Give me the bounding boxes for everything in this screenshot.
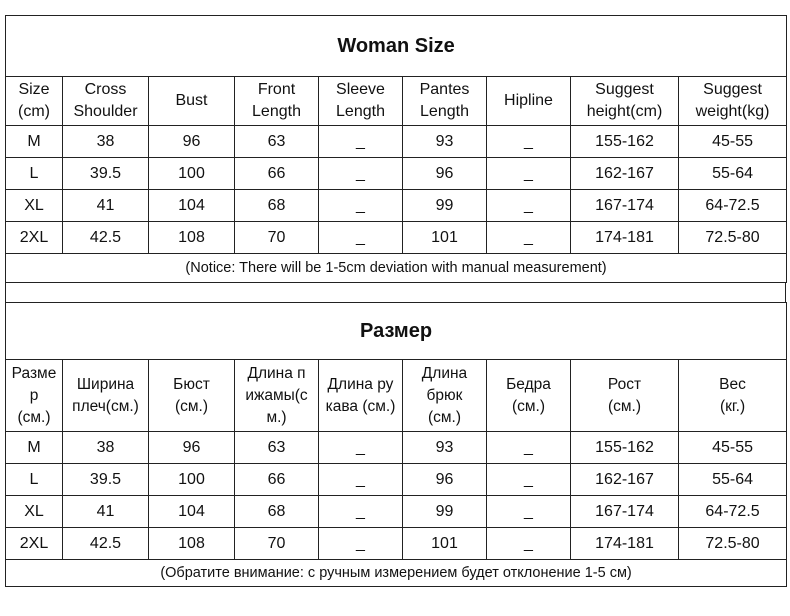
column-header-line: Suggest	[703, 81, 762, 98]
table-cell: 38	[63, 432, 149, 464]
table-cell: 162-167	[571, 158, 679, 190]
column-header	[403, 360, 487, 432]
column-header-line: (cm)	[18, 103, 50, 120]
table-cell: 63	[235, 432, 319, 464]
column-header-line: Вес	[719, 375, 746, 393]
table-cell: 55-64	[679, 464, 787, 496]
table-title: Размер	[6, 303, 787, 360]
column-header	[6, 77, 63, 126]
table-cell: 104	[149, 496, 235, 528]
table-cell: 66	[235, 464, 319, 496]
table-cell: _	[319, 496, 403, 528]
table-cell: 39.5	[63, 464, 149, 496]
column-header-line: р	[29, 386, 39, 404]
table-cell: 93	[403, 432, 487, 464]
table-row	[6, 432, 787, 464]
table-cell: 41	[63, 190, 149, 222]
table-cell: 108	[149, 222, 235, 254]
column-header	[571, 360, 679, 432]
column-header-line: ижамы(с	[245, 386, 308, 404]
table-cell: _	[319, 158, 403, 190]
table-cell: M	[6, 126, 63, 158]
column-header-line: Length	[420, 103, 469, 120]
column-header-line: Cross	[84, 81, 127, 98]
table-cell: _	[319, 190, 403, 222]
table-cell: 93	[403, 126, 487, 158]
column-header-line: (см.)	[511, 397, 546, 415]
table-cell: 72.5-80	[679, 528, 787, 560]
column-header-line: Suggest	[595, 81, 654, 98]
column-header-line: Длина	[421, 364, 468, 382]
table-cell: _	[319, 222, 403, 254]
table-cell: 72.5-80	[679, 222, 787, 254]
column-header	[63, 77, 149, 126]
table-row	[6, 528, 787, 560]
table-cell: 104	[149, 190, 235, 222]
column-header-line: брюк	[426, 386, 463, 404]
measurement-notice: (Notice: There will be 1-5cm deviation with manual measurement)	[6, 254, 787, 283]
table-cell: 42.5	[63, 528, 149, 560]
column-header-line: Ширина	[76, 375, 135, 393]
column-header	[149, 360, 235, 432]
column-header-line: плеч(см.)	[72, 397, 139, 415]
table-cell: 162-167	[571, 464, 679, 496]
table-cell: XL	[6, 496, 63, 528]
table-row	[6, 190, 787, 222]
table-cell: 41	[63, 496, 149, 528]
table-cell: _	[487, 432, 571, 464]
table-cell: _	[487, 528, 571, 560]
column-header-line: Length	[336, 103, 385, 120]
table-cell: _	[319, 432, 403, 464]
table-cell: 45-55	[679, 126, 787, 158]
table-cell: 96	[403, 464, 487, 496]
column-header-line: height(cm)	[586, 103, 663, 120]
table-cell: 100	[149, 464, 235, 496]
table-row	[6, 222, 787, 254]
table-cell: 174-181	[571, 222, 679, 254]
table-cell: _	[487, 222, 571, 254]
table-cell: 68	[235, 190, 319, 222]
table-cell: 101	[403, 222, 487, 254]
table-cell: 155-162	[571, 126, 679, 158]
table-row	[6, 126, 787, 158]
column-header-line: кава (см.)	[325, 397, 396, 415]
table-cell: 70	[235, 222, 319, 254]
table-cell: 167-174	[571, 496, 679, 528]
column-header-line: (кг.)	[719, 397, 746, 415]
column-header-line: Бюст	[173, 375, 210, 393]
column-header-line: Bust	[175, 92, 208, 109]
column-header-line: (см.)	[607, 397, 642, 415]
table-cell: 38	[63, 126, 149, 158]
column-header-line: Shoulder	[73, 103, 138, 120]
column-header	[6, 360, 63, 432]
table-cell: 2XL	[6, 528, 63, 560]
table-cell: 167-174	[571, 190, 679, 222]
table-cell: 101	[403, 528, 487, 560]
column-header	[487, 77, 571, 126]
table-cell: 42.5	[63, 222, 149, 254]
table-cell: _	[487, 158, 571, 190]
column-header-line: (см.)	[174, 397, 209, 415]
table-cell: 99	[403, 496, 487, 528]
table-cell: XL	[6, 190, 63, 222]
table-cell: 70	[235, 528, 319, 560]
table-title: Woman Size	[6, 16, 787, 77]
table-cell: 39.5	[63, 158, 149, 190]
column-header	[403, 77, 487, 126]
column-header	[487, 360, 571, 432]
table-row	[6, 158, 787, 190]
column-header-line: (см.)	[17, 408, 51, 426]
column-header	[235, 360, 319, 432]
column-header-line: Длина ру	[327, 375, 394, 393]
column-header-line: (см.)	[427, 408, 462, 426]
table-cell: 99	[403, 190, 487, 222]
size-table-english	[5, 15, 787, 283]
table-cell: L	[6, 464, 63, 496]
column-header-line: Hipline	[504, 92, 553, 109]
column-header-line: weight(kg)	[695, 103, 770, 120]
column-header-line: Pantes	[419, 81, 470, 98]
table-cell: 96	[149, 126, 235, 158]
column-header-line: Длина п	[247, 364, 306, 382]
table-cell: _	[487, 464, 571, 496]
size-table-russian	[5, 302, 787, 587]
table-cell: 96	[149, 432, 235, 464]
table-cell: 108	[149, 528, 235, 560]
table-cell: _	[487, 126, 571, 158]
column-header	[319, 360, 403, 432]
table-cell: _	[487, 190, 571, 222]
table-cell: _	[319, 126, 403, 158]
column-header	[63, 360, 149, 432]
column-header	[571, 77, 679, 126]
column-header	[235, 77, 319, 126]
column-header-line: Рост	[607, 375, 642, 393]
column-header-line: Front	[257, 81, 296, 98]
column-header	[679, 77, 787, 126]
table-cell: 100	[149, 158, 235, 190]
table-cell: 68	[235, 496, 319, 528]
table-row	[6, 496, 787, 528]
table-row	[6, 464, 787, 496]
table-cell: 55-64	[679, 158, 787, 190]
table-cell: _	[487, 496, 571, 528]
measurement-notice: (Обратите внимание: с ручным измерением будет отклонение 1-5 см)	[6, 560, 787, 587]
table-cell: _	[319, 464, 403, 496]
column-header	[149, 77, 235, 126]
table-cell: _	[319, 528, 403, 560]
table-cell: 66	[235, 158, 319, 190]
table-cell: 174-181	[571, 528, 679, 560]
column-header-line: Length	[252, 103, 301, 120]
column-header-line: м.)	[266, 408, 287, 426]
table-cell: 63	[235, 126, 319, 158]
column-header	[679, 360, 787, 432]
table-cell: 155-162	[571, 432, 679, 464]
column-header	[319, 77, 403, 126]
column-header-line: Size	[18, 81, 50, 98]
table-spacer	[5, 283, 786, 302]
table-cell: 64-72.5	[679, 496, 787, 528]
table-cell: 96	[403, 158, 487, 190]
table-cell: L	[6, 158, 63, 190]
table-cell: 64-72.5	[679, 190, 787, 222]
table-cell: 45-55	[679, 432, 787, 464]
column-header-line: Бедра	[506, 375, 551, 393]
column-header-line: Sleeve	[336, 81, 385, 98]
table-cell: M	[6, 432, 63, 464]
column-header-line: Разме	[11, 364, 57, 382]
table-cell: 2XL	[6, 222, 63, 254]
